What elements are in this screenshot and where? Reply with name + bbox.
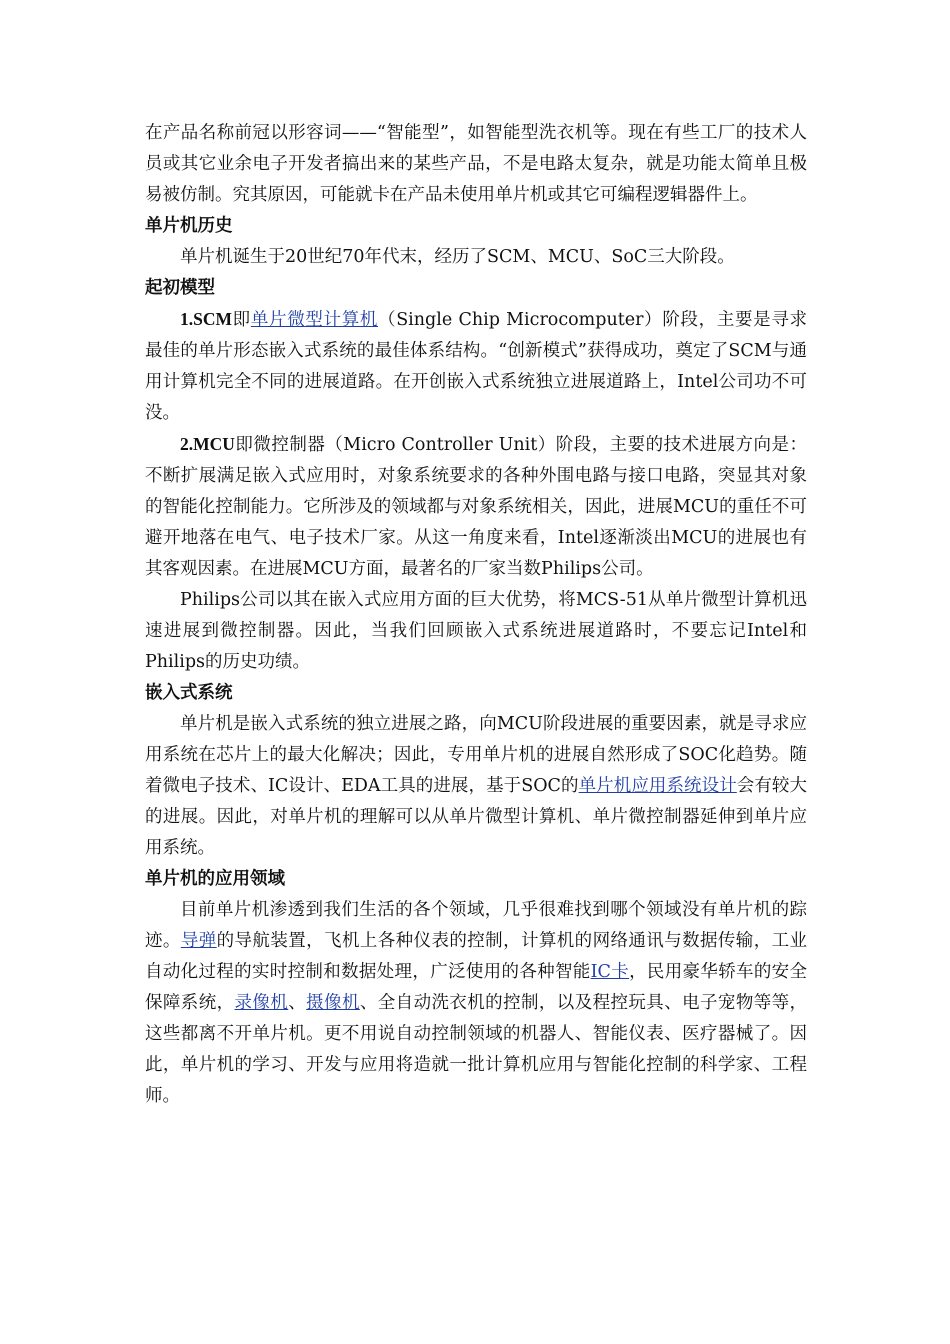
heading-application-fields: 单片机的应用领域 [145, 869, 285, 889]
philips-paragraph: Philips公司以其在嵌入式应用方面的巨大优势，将MCS-51从单片微型计算机迅速进展到微控制器。因此，当我们回顾嵌入式系统进展道路时，不要忘记Intel和Philips的历史功绩。 [145, 590, 807, 672]
apps-text-4: 、 [288, 993, 307, 1013]
embedded-text-1: 单片机是嵌入式系统的独立进展之路，向MCU阶段进展的重要因素，就是寻求应用系统在芯片上的最大化解决；因此，专用单片机的进展自然形成了SOC化趋势。随着微电子技术、IC设计、EDA工具的进展，基于SOC的 [145, 714, 807, 796]
link-mcu-application-design[interactable]: 单片机应用系统设计 [578, 776, 737, 796]
applications-paragraph [145, 895, 807, 1112]
mcu-text-1: 即微控制器（Micro Controller Unit）阶段，主要的技术进展方向是：不断扩展满足嵌入式应用时，对象系统要求的各种外围电路与接口电路，突显其对象的智能化控制能力。它所涉及的领域都与对象系统相关，因此，进展MCU的重任不可避开地落在电气、电子技术厂家。从这一角度来看，Intel逐渐淡出MCU的进展也有其客观因素。在进展MCU方面，最著名的厂家当数Philips公司。 [145, 435, 807, 579]
apps-text-5: 、全自动洗衣机的控制，以及程控玩具、电子宠物等等，这些都离不开单片机。更不用说自动控制领域的机器人、智能仪表、医疗器械了。因此，单片机的学习、开发与应用将造就一批计算机应用与智能化控制的科学家、工程师。 [145, 993, 808, 1106]
heading-initial-model: 起初模型 [145, 278, 215, 298]
apps-text-1: 目前单片机渗透到我们生活的各个领域，几乎很难找到哪个领域没有单片机的踪迹。 [145, 900, 807, 951]
intro-paragraph: 在产品名称前冠以形容词——“智能型”，如智能型洗衣机等。现在有些工厂的技术人员或其它业余电子开发者搞出来的某些产品，不是电路太复杂，就是功能太简单且极易被仿制。究其原因，可能就卡在产品未使用单片机或其它可编程逻辑器件上。 [145, 123, 807, 205]
scm-paragraph [145, 304, 807, 429]
link-video-recorder[interactable]: 录像机 [234, 993, 289, 1013]
link-ic-card[interactable]: IC卡 [590, 962, 630, 982]
mcu-paragraph [145, 429, 807, 585]
apps-text-3: ，民用豪华轿车的安全保障系统， [145, 962, 807, 1013]
link-single-chip-microcomputer[interactable]: 单片微型计算机 [250, 310, 379, 330]
apps-text-2: 的导航装置，飞机上各种仪表的控制，计算机的网络通讯与数据传输，工业自动化过程的实时控制和数据处理，广泛使用的各种智能 [145, 931, 808, 982]
heading-history: 单片机历史 [145, 216, 233, 236]
link-missile[interactable]: 导弹 [180, 931, 217, 951]
scm-text-1: 即 [232, 310, 251, 330]
mcu-lead: 2.MCU [180, 434, 235, 454]
link-camera[interactable]: 摄像机 [306, 993, 360, 1013]
history-paragraph: 单片机诞生于20世纪70年代末，经历了SCM、MCU、SoC三大阶段。 [180, 247, 735, 267]
scm-text-2: （Single Chip Microcomputer）阶段，主要是寻求最佳的单片形态嵌入式系统的最佳体系结构。“创新模式”获得成功，奠定了SCM与通用计算机完全不同的进展道路。在开创嵌入式系统独立进展道路上，Intel公司功不可没。 [145, 310, 808, 423]
scm-lead: 1.SCM [180, 309, 233, 329]
embedded-text-2: 会有较大的进展。因此，对单片机的理解可以从单片微型计算机、单片微控制器延伸到单片应用系统。 [145, 776, 808, 858]
document-page [145, 118, 807, 1112]
heading-embedded-system: 嵌入式系统 [145, 683, 233, 703]
embedded-paragraph [145, 709, 807, 864]
